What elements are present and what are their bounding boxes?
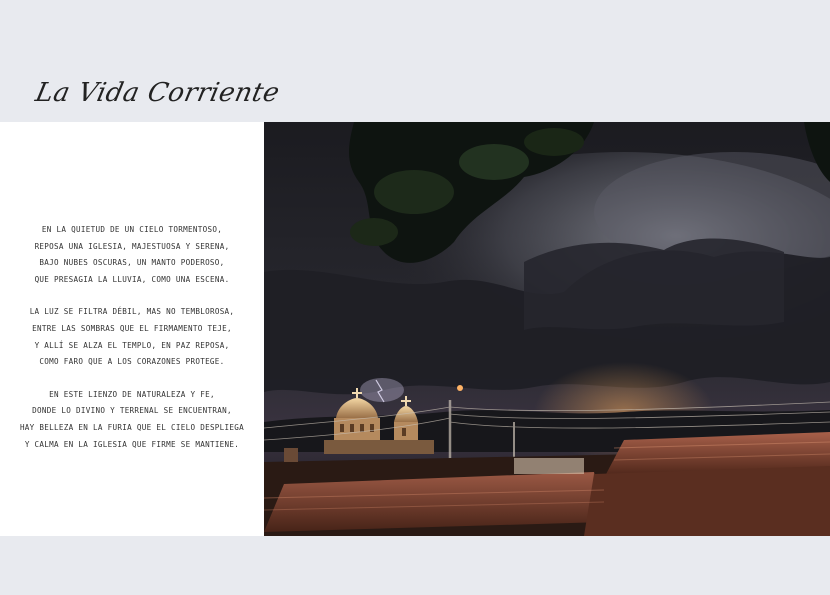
- poem-line: EN LA QUIETUD DE UN CIELO TORMENTOSO,: [41, 225, 223, 234]
- poem-line: HAY BELLEZA EN LA FURIA QUE EL CIELO DESPLIEGA: [19, 422, 245, 432]
- poem-line: Y CALMA EN LA IGLESIA QUE FIRME SE MANTIENE.: [24, 439, 240, 449]
- poem-line: Y ALLÍ SE ALZA EL TEMPLO, EN PAZ REPOSA,: [34, 340, 230, 350]
- stanza-3: [0, 387, 264, 453]
- poem-line: QUE PRESAGIA LA LLUVIA, COMO UNA ESCENA.: [34, 274, 230, 284]
- storm-cloud-upper: [524, 238, 784, 330]
- poem-line: ENTRE LAS SOMBRAS QUE EL FIRMAMENTO TEJE,: [32, 323, 232, 333]
- poem: [0, 222, 264, 453]
- page-title: La Vida Corriente: [32, 78, 283, 108]
- poem-line: EN ESTE LIENZO DE NATURALEZA Y FE,: [49, 389, 215, 399]
- poem-line: DONDE LO DIVINO Y TERRENAL SE ENCUENTRAN,: [32, 406, 232, 416]
- poem-line: COMO FARO QUE A LOS CORAZONES PROTEGE.: [39, 357, 225, 367]
- street-light: [457, 385, 463, 391]
- storm-church-photo: [264, 122, 830, 536]
- stanza-1: [0, 222, 264, 288]
- stanza-2: [0, 304, 264, 370]
- poem-line: REPOSA UNA IGLESIA, MAJESTUOSA Y SERENA,: [34, 241, 230, 251]
- poem-line: BAJO NUBES OSCURAS, UN MANTO PODEROSO,: [39, 258, 225, 268]
- photo-illustration: [264, 122, 830, 536]
- poem-line: LA LUZ SE FILTRA DÉBIL, MAS NO TEMBLOROSA,: [29, 307, 235, 317]
